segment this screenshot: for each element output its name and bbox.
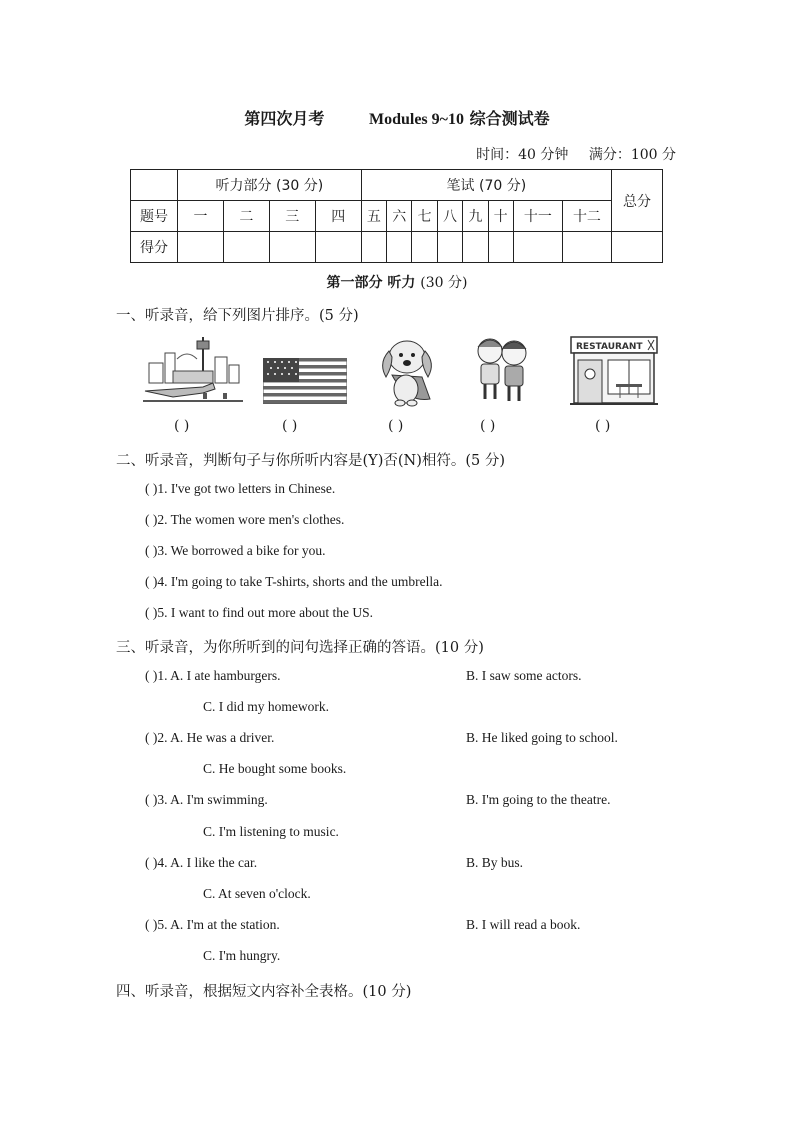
number-cell: 五	[361, 201, 386, 232]
s3-option-c: C. He bought some books.	[203, 761, 347, 776]
s2-question: ( )2. The women wore men's clothes.	[145, 512, 345, 527]
row-label-score: 得分	[131, 232, 178, 263]
city-airport-icon	[143, 333, 243, 405]
number-cell: 八	[437, 201, 462, 232]
score-cell[interactable]	[437, 232, 462, 263]
score-cell[interactable]	[387, 232, 412, 263]
section1-heading: 一、听录音，给下列图片排序。(5 分)	[116, 308, 359, 324]
section4-heading: 四、听录音，根据短文内容补全表格。(10 分)	[116, 984, 412, 1000]
score-cell[interactable]	[513, 232, 562, 263]
number-cell: 十	[488, 201, 513, 232]
s3-option-b: B. I will read a book.	[466, 917, 581, 932]
writing-header: 笔试 (70 分)	[361, 170, 611, 201]
number-cell: 六	[387, 201, 412, 232]
row-label-number: 题号	[131, 201, 178, 232]
s3-option-b: B. By bus.	[466, 855, 524, 870]
s3-option-c: C. I'm hungry.	[203, 948, 281, 963]
page-title: 第四次月考 Modules 9~10 综合测试卷	[244, 111, 550, 128]
score-table	[130, 169, 663, 263]
s3-question-option-a: ( )4. A. I like the car.	[145, 855, 258, 870]
dog-cape-icon	[372, 333, 442, 409]
section2-heading: 二、听录音，判断句子与你所听内容是(Y)否(N)相符。(5 分)	[116, 453, 506, 469]
s2-question: ( )1. I've got two letters in Chinese.	[145, 481, 336, 496]
picture-answer-blank[interactable]: ( )	[388, 418, 404, 434]
score-cell[interactable]	[488, 232, 513, 263]
s3-question-option-a: ( )1. A. I ate hamburgers.	[145, 668, 281, 683]
number-cell: 四	[315, 201, 361, 232]
score-cell[interactable]	[223, 232, 269, 263]
s3-option-c: C. At seven o'clock.	[203, 886, 311, 901]
score-cell[interactable]	[269, 232, 315, 263]
picture-answer-blank[interactable]: ( )	[595, 418, 611, 434]
picture-answer-blank[interactable]: ( )	[174, 418, 190, 434]
score-cell[interactable]	[412, 232, 437, 263]
s3-option-b: B. I saw some actors.	[466, 668, 582, 683]
us-flag-icon	[263, 358, 347, 404]
restaurant-sign: RESTAURANT	[576, 342, 643, 352]
s3-option-c: C. I did my homework.	[203, 699, 329, 714]
s3-option-c: C. I'm listening to music.	[203, 824, 339, 839]
s2-question: ( )5. I want to find out more about the US.	[145, 605, 373, 620]
number-cell: 三	[269, 201, 315, 232]
listening-header: 听力部分 (30 分)	[178, 170, 362, 201]
number-cell: 一	[178, 201, 224, 232]
score-cell[interactable]	[562, 232, 611, 263]
children-icon	[470, 333, 534, 405]
number-cell: 二	[223, 201, 269, 232]
number-cell: 九	[463, 201, 488, 232]
s3-question-option-a: ( )5. A. I'm at the station.	[145, 917, 280, 932]
part1-title: 第一部分 听力 (30 分)	[326, 275, 468, 291]
score-cell[interactable]	[361, 232, 386, 263]
section3-heading: 三、听录音，为你所听到的问句选择正确的答语。(10 分)	[116, 640, 484, 656]
score-cell[interactable]	[463, 232, 488, 263]
s2-question: ( )4. I'm going to take T-shirts, shorts and the umbrella.	[145, 574, 443, 589]
s3-option-b: B. I'm going to the theatre.	[466, 792, 611, 807]
restaurant-icon	[570, 336, 658, 406]
total-score-cell[interactable]	[612, 232, 663, 263]
picture-answer-blank[interactable]: ( )	[282, 418, 298, 434]
number-cell: 十一	[513, 201, 562, 232]
s3-option-b: B. He liked going to school.	[466, 730, 618, 745]
total-header: 总分	[612, 170, 663, 232]
time-info	[460, 144, 676, 164]
number-cell: 七	[412, 201, 437, 232]
s3-question-option-a: ( )2. A. He was a driver.	[145, 730, 275, 745]
picture-answer-blank[interactable]: ( )	[480, 418, 496, 434]
time-limit: 时间：40 分钟	[476, 147, 569, 163]
s2-question: ( )3. We borrowed a bike for you.	[145, 543, 326, 558]
score-cell[interactable]	[315, 232, 361, 263]
full-score: 满分：100 分	[588, 147, 676, 163]
s3-question-option-a: ( )3. A. I'm swimming.	[145, 792, 268, 807]
score-cell[interactable]	[178, 232, 224, 263]
number-cell: 十二	[562, 201, 611, 232]
